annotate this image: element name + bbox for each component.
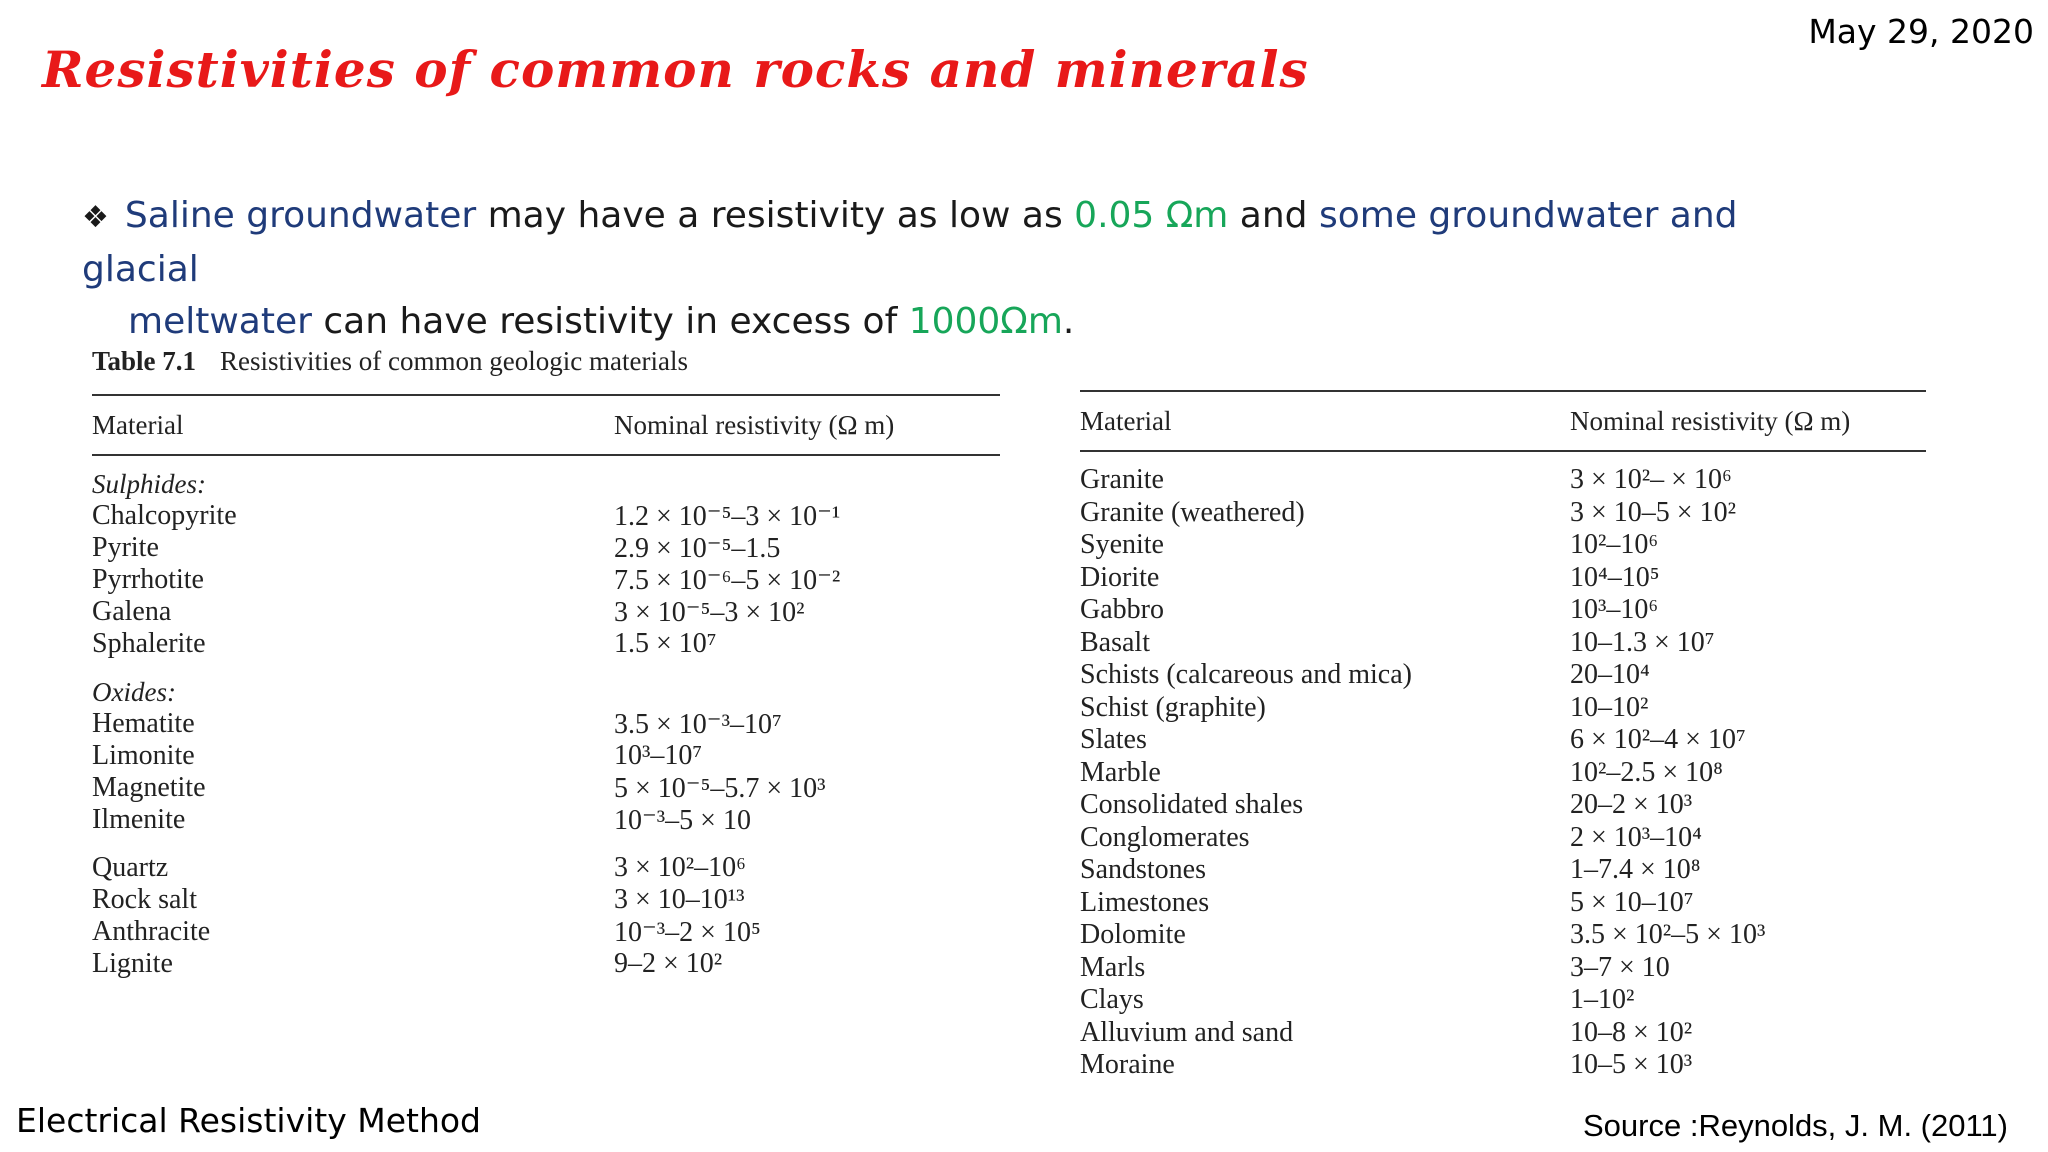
- resistivity-value: 3 × 10⁻⁵–3 × 10²: [614, 597, 805, 628]
- right-resistivity-table: [1080, 390, 1926, 1082]
- table-row: [1080, 464, 1926, 497]
- table-caption: [92, 346, 688, 377]
- resistivity-value: 5 × 10⁻⁵–5.7 × 10³: [614, 773, 826, 804]
- material-name: Conglomerates: [1080, 821, 1250, 853]
- material-name: Quartz: [92, 852, 169, 883]
- material-name: Granite (weathered): [1080, 496, 1305, 528]
- resistivity-value: 10²–10⁶: [1570, 529, 1659, 561]
- material-name: Moraine: [1080, 1049, 1175, 1081]
- source-citation: Source :Reynolds, J. M. (2011): [1583, 1108, 2008, 1143]
- material-name: Schist (graphite): [1080, 691, 1266, 723]
- resistivity-value: 10³–10⁶: [1570, 594, 1659, 626]
- table-row: [1080, 659, 1926, 692]
- table-row: [1080, 919, 1926, 952]
- table-row: [92, 532, 1000, 564]
- material-name: Magnetite: [92, 772, 206, 803]
- bullet-text: .: [1062, 301, 1075, 342]
- group-heading: Sulphides:: [92, 468, 206, 499]
- material-name: Pyrite: [92, 532, 159, 563]
- table-row: [92, 884, 1000, 916]
- table-row: [92, 708, 1000, 740]
- table-row: [92, 500, 1000, 532]
- material-name: Galena: [92, 596, 172, 627]
- table-row: [1080, 1049, 1926, 1082]
- material-name: Gabbro: [1080, 594, 1164, 626]
- table-row: [92, 852, 1000, 884]
- bullet-point: [82, 190, 1832, 348]
- table-row: [1080, 594, 1926, 627]
- material-name: Slates: [1080, 724, 1147, 756]
- table-number: Table 7.1: [92, 346, 197, 376]
- bullet-text: may have a resistivity as low as: [476, 195, 1075, 236]
- resistivity-value: 6 × 10²–4 × 10⁷: [1570, 724, 1746, 756]
- table-caption-text: Resistivities of common geologic materials: [220, 346, 688, 376]
- material-name: Syenite: [1080, 529, 1164, 561]
- resistivity-value: 3–7 × 10: [1570, 951, 1670, 983]
- table-row: [92, 948, 1000, 980]
- resistivity-value: 3 × 10–10¹³: [614, 884, 745, 915]
- table-row: [1080, 724, 1926, 757]
- table-row: [1080, 984, 1926, 1017]
- table-row: [92, 564, 1000, 596]
- resistivity-value: 10–1.3 × 10⁷: [1570, 626, 1715, 658]
- resistivity-value: 5 × 10–10⁷: [1570, 886, 1694, 918]
- resistivity-value: 7.5 × 10⁻⁶–5 × 10⁻²: [614, 565, 841, 596]
- table-row: [1080, 497, 1926, 530]
- table-row: [1080, 952, 1926, 985]
- material-name: Ilmenite: [92, 804, 186, 835]
- resistivity-value: 1.2 × 10⁻⁵–3 × 10⁻¹: [614, 501, 841, 532]
- resistivity-value: 2 × 10³–10⁴: [1570, 821, 1702, 853]
- material-name: Pyrrhotite: [92, 564, 204, 595]
- saline-groundwater-text: Saline groundwater: [124, 195, 477, 236]
- resistivity-value: 3 × 10–5 × 10²: [1570, 496, 1736, 528]
- low-resistivity-value: 0.05 Ωm: [1074, 195, 1229, 236]
- resistivity-value: 3.5 × 10²–5 × 10³: [1570, 919, 1766, 951]
- material-name: Marls: [1080, 951, 1146, 983]
- table-row: [1080, 757, 1926, 790]
- material-name: Dolomite: [1080, 919, 1186, 951]
- table-row: [92, 916, 1000, 948]
- resistivity-value: 1–7.4 × 10⁸: [1570, 854, 1701, 886]
- material-name: Sandstones: [1080, 854, 1206, 886]
- table-row: [92, 596, 1000, 628]
- material-name: Sphalerite: [92, 628, 206, 659]
- table-row: [1080, 789, 1926, 822]
- resistivity-value: 3.5 × 10⁻³–10⁷: [614, 709, 782, 740]
- material-name: Granite: [1080, 464, 1164, 496]
- material-name: Hematite: [92, 708, 195, 739]
- table-row: [1080, 854, 1926, 887]
- material-header: Material: [1080, 405, 1172, 436]
- bullet-text: and: [1228, 195, 1319, 236]
- bullet-line-1: [82, 190, 1832, 296]
- resistivity-value: 20–10⁴: [1570, 659, 1650, 691]
- table-row: [92, 628, 1000, 660]
- material-name: Consolidated shales: [1080, 789, 1304, 821]
- material-header: Material: [92, 409, 184, 440]
- material-name: Marble: [1080, 756, 1161, 788]
- table-header: [1080, 392, 1926, 450]
- material-name: Clays: [1080, 984, 1144, 1016]
- group-heading: Oxides:: [92, 676, 176, 707]
- table-header: [92, 396, 1000, 454]
- table-row: [92, 804, 1000, 836]
- table-row: [92, 772, 1000, 804]
- table-row: [1080, 692, 1926, 725]
- footer-title: Electrical Resistivity Method: [16, 1101, 481, 1140]
- material-name: Limestones: [1080, 886, 1210, 918]
- resistivity-header: Nominal resistivity (Ω m): [1570, 405, 1851, 436]
- resistivity-value: 2.9 × 10⁻⁵–1.5: [614, 533, 781, 564]
- table-row: [1080, 1017, 1926, 1050]
- high-resistivity-value: 1000Ωm: [908, 301, 1063, 342]
- table-row: [92, 740, 1000, 772]
- slide-date: May 29, 2020: [1808, 12, 2034, 51]
- table-row: [1080, 627, 1926, 660]
- resistivity-value: 10⁴–10⁵: [1570, 561, 1660, 593]
- table-row: [1080, 887, 1926, 920]
- resistivity-value: 3 × 10²–10⁶: [614, 852, 746, 883]
- material-name: Diorite: [1080, 561, 1160, 593]
- table-row: [1080, 822, 1926, 855]
- resistivity-value: 10⁻³–2 × 10⁵: [614, 917, 761, 948]
- resistivity-value: 1–10²: [1570, 984, 1635, 1016]
- material-name: Schists (calcareous and mica): [1080, 659, 1412, 691]
- resistivity-value: 20–2 × 10³: [1570, 789, 1693, 821]
- material-name: Limonite: [92, 740, 195, 771]
- resistivity-header: Nominal resistivity (Ω m): [614, 409, 895, 440]
- resistivity-value: 10³–10⁷: [614, 740, 703, 771]
- left-resistivity-table: [92, 394, 1000, 980]
- resistivity-value: 10–10²: [1570, 691, 1649, 723]
- material-name: Rock salt: [92, 884, 197, 915]
- material-name: Alluvium and sand: [1080, 1016, 1294, 1048]
- slide-title: Resistivities of common rocks and minerals: [42, 40, 1309, 99]
- material-name: Lignite: [92, 948, 173, 979]
- bullet-line-2: [82, 296, 1832, 348]
- resistivity-value: 10–5 × 10³: [1570, 1049, 1693, 1081]
- bullet-text: can have resistivity in excess of: [311, 301, 909, 342]
- resistivity-value: 10–8 × 10²: [1570, 1016, 1693, 1048]
- resistivity-value: 9–2 × 10²: [614, 948, 723, 979]
- resistivity-value: 10⁻³–5 × 10: [614, 805, 751, 836]
- material-name: Basalt: [1080, 626, 1150, 658]
- resistivity-value: 3 × 10²– × 10⁶: [1570, 464, 1732, 496]
- table-row: [1080, 529, 1926, 562]
- resistivity-value: 10²–2.5 × 10⁸: [1570, 756, 1723, 788]
- groundwater-text: some groundwater and glacial: [82, 195, 1738, 290]
- table-row: [1080, 562, 1926, 595]
- material-name: Anthracite: [92, 916, 211, 947]
- resistivity-value: 1.5 × 10⁷: [614, 628, 717, 659]
- meltwater-text: meltwater: [128, 301, 312, 342]
- material-name: Chalcopyrite: [92, 500, 237, 531]
- bullet-diamond-icon: ❖: [82, 200, 109, 235]
